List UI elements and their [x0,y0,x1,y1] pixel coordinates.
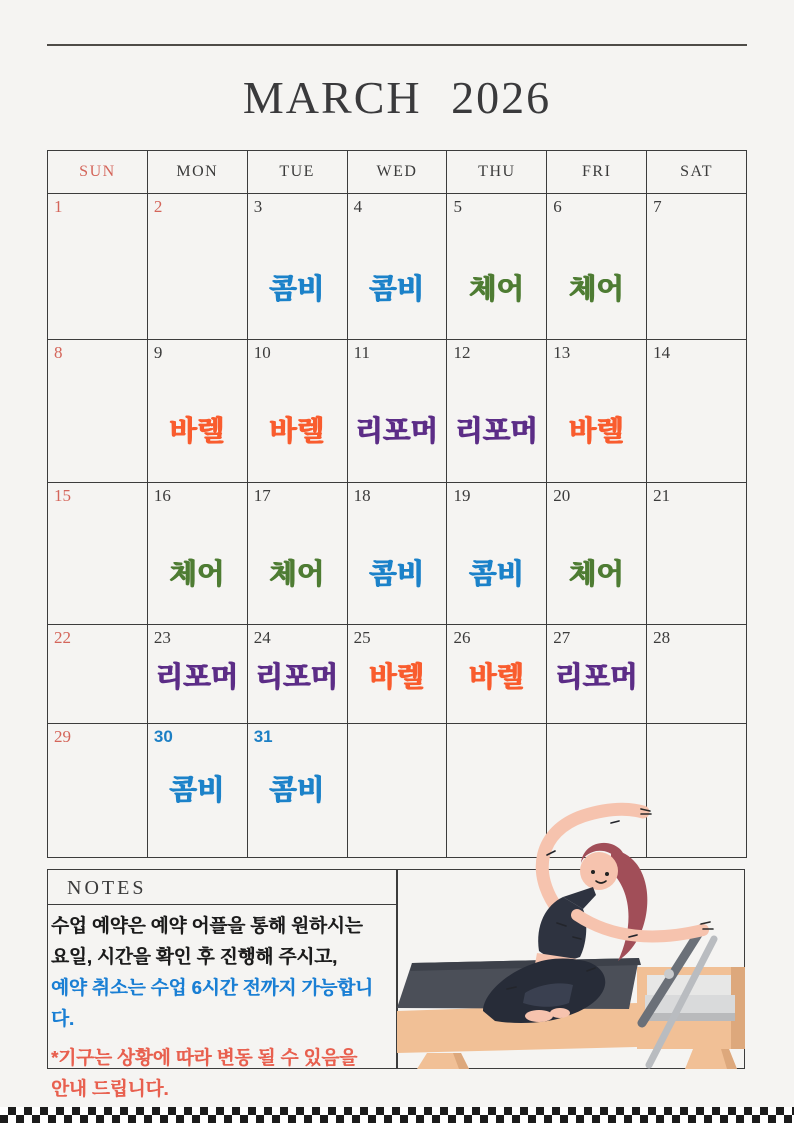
day-cell-1 [48,194,147,339]
class-label-combi: 콤비 [369,557,425,589]
day-cell-30 [147,724,247,857]
day-cell-5 [446,194,546,339]
day-number: 12 [453,343,471,362]
day-number: 21 [653,486,671,505]
class-label-combi: 콤비 [269,773,325,805]
day-number: 14 [653,343,671,362]
day-number: 20 [553,486,571,505]
day-number: 10 [253,343,271,362]
note-line: 안내 드립니다. [51,1078,169,1099]
day-cell-25 [347,625,447,723]
day-number: 19 [453,486,471,505]
day-number: 18 [353,486,371,505]
day-header-sat: SAT [646,151,746,193]
class-label-reformer: 리포머 [555,660,639,692]
page-title: MARCH 2026 [242,72,552,123]
day-number: 9 [153,343,163,362]
day-cell-14 [646,340,746,482]
day-header-wed: WED [347,151,447,193]
day-number: 5 [453,197,462,216]
note-line: *기구는 상황에 따라 변동 될 수 있음을 [51,1047,358,1068]
calendar-header-row [48,151,746,193]
day-cell-21 [646,483,746,624]
day-cell-12 [446,340,546,482]
day-number: 4 [353,197,363,216]
day-cell-28 [646,625,746,723]
class-label-chair: 체어 [269,557,325,589]
calendar-week-row [48,193,746,339]
day-cell-11 [347,340,447,482]
note-line: 수업 예약은 예약 어플을 통해 원하시는 [51,915,363,936]
class-label-barrel: 바렐 [169,415,225,447]
note-line: 예약 취소는 수업 6시간 전까지 가능합니다. [51,977,373,1029]
note-line: 요일, 시간을 확인 후 진행해 주시고, [51,946,338,967]
day-cell-17 [247,483,347,624]
day-cell-27 [546,625,646,723]
class-label-barrel: 바렐 [369,660,425,692]
day-number: 8 [54,343,63,362]
day-cell-empty [347,724,447,857]
day-cell-29 [48,724,147,857]
day-number: 13 [553,343,571,362]
day-cell-24 [247,625,347,723]
class-label-combi: 콤비 [469,557,525,589]
day-number: 15 [54,486,71,505]
day-cell-22 [48,625,147,723]
day-cell-19 [446,483,546,624]
class-label-combi: 콤비 [169,773,225,805]
day-number: 28 [653,628,671,647]
day-cell-7 [646,194,746,339]
class-label-barrel: 바렐 [269,415,325,447]
class-label-barrel: 바렐 [569,415,625,447]
day-number: 30 [153,727,173,746]
class-label-chair: 체어 [169,557,225,589]
class-label-chair: 체어 [569,557,625,589]
calendar-week-row [48,723,746,857]
day-cell-6 [546,194,646,339]
class-label-reformer: 리포머 [155,660,239,692]
day-header-tue: TUE [247,151,347,193]
day-number: 7 [653,197,662,216]
checkerboard-border [0,1107,794,1123]
day-cell-2 [147,194,247,339]
bottom-section [47,869,747,1099]
class-label-chair: 체어 [569,272,625,304]
day-header-sun: SUN [79,163,116,180]
notes-header: NOTES [48,870,396,905]
page-content [47,0,747,1099]
day-cell-26 [446,625,546,723]
day-cell-20 [546,483,646,624]
day-header-thu: THU [446,151,546,193]
calendar-table [47,150,747,858]
top-divider [47,44,747,46]
day-cell-empty [446,724,546,857]
class-label-chair: 체어 [469,272,525,304]
class-label-barrel: 바렐 [469,660,525,692]
day-cell-9 [147,340,247,482]
day-cell-13 [546,340,646,482]
day-number: 2 [153,197,163,216]
day-cell-31 [247,724,347,857]
day-header-fri: FRI [546,151,646,193]
class-label-combi: 콤비 [369,272,425,304]
day-cell-15 [48,483,147,624]
day-cell-4 [347,194,447,339]
day-number: 16 [153,486,171,505]
day-cell-3 [247,194,347,339]
calendar-week-row [48,482,746,624]
day-cell-empty [546,724,646,857]
day-number: 1 [54,197,63,216]
day-number: 11 [353,343,370,362]
day-number: 31 [253,727,273,746]
class-label-reformer: 리포머 [455,415,539,447]
day-cell-empty [646,724,746,857]
calendar-week-row [48,624,746,723]
day-number: 22 [54,628,71,647]
day-number: 29 [54,727,71,746]
day-number: 25 [353,628,371,647]
day-cell-18 [347,483,447,624]
day-number: 17 [253,486,271,505]
day-number: 23 [153,628,171,647]
day-cell-23 [147,625,247,723]
class-label-combi: 콤비 [269,272,325,304]
illustration-frame [397,869,745,1069]
day-number: 27 [553,628,571,647]
day-number: 6 [553,197,562,216]
day-cell-8 [48,340,147,482]
day-header-mon: MON [147,151,247,193]
notes-box [47,869,397,1099]
notes-body [48,905,396,1104]
day-number: 3 [253,197,263,216]
day-number: 26 [453,628,471,647]
class-label-reformer: 리포머 [255,660,339,692]
calendar-week-row [48,339,746,482]
day-cell-16 [147,483,247,624]
class-label-reformer: 리포머 [355,415,439,447]
day-cell-10 [247,340,347,482]
day-number: 24 [253,628,271,647]
